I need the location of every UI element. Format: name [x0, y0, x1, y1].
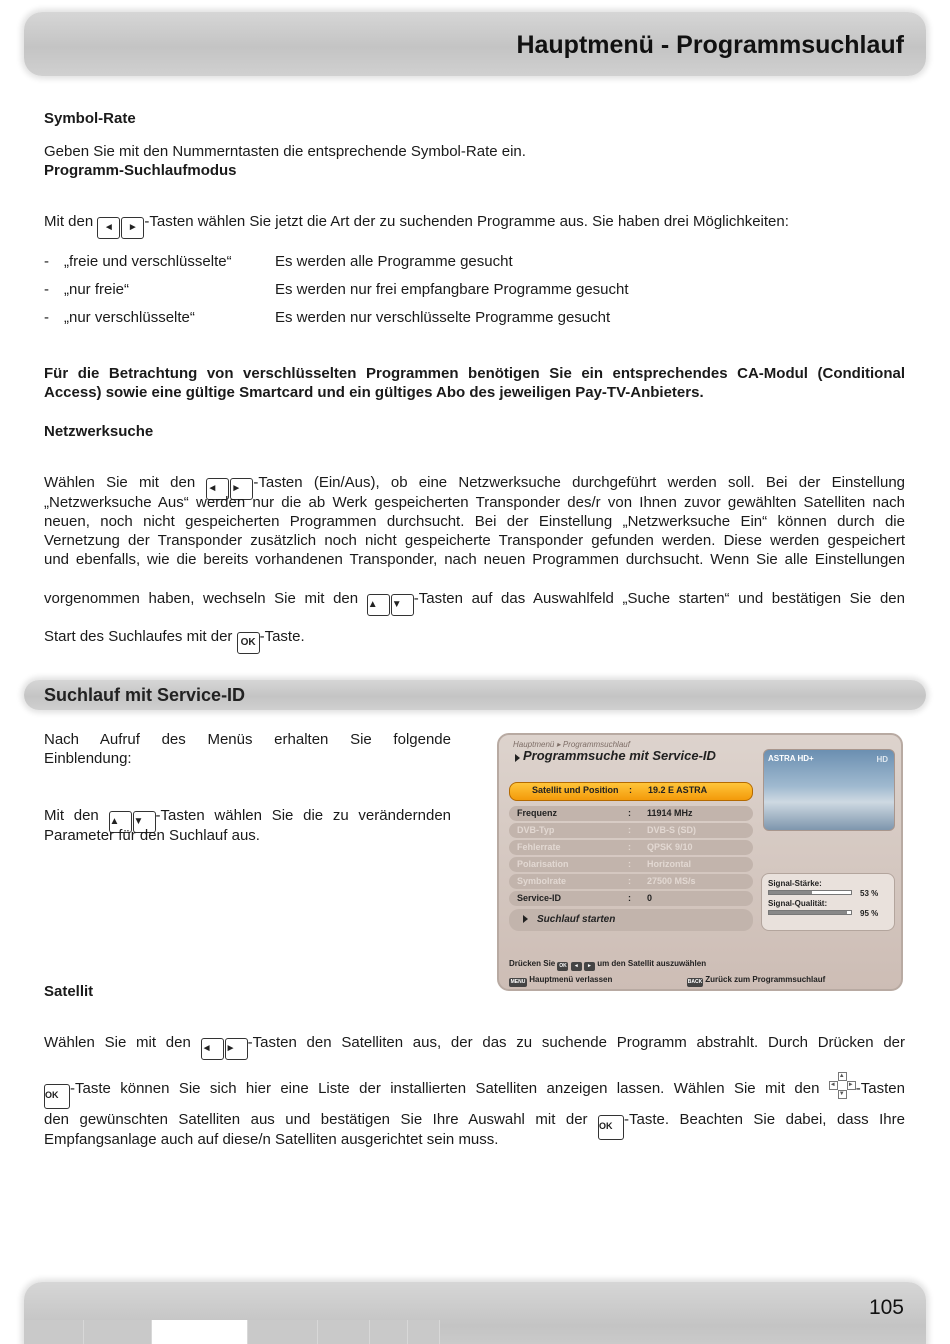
signal-strength-fill [769, 891, 812, 894]
satellite-line: den gewünschten Satelliten aus und bestätigen Sie Ihre Auswahl mit der OK -Taste. Beachten Sie dabei, dass Ihre [44, 1110, 905, 1140]
left-key-icon: ◄ [571, 962, 582, 971]
option-label: „freie und verschlüsselte“ [64, 253, 232, 270]
left-key-icon: ◄ [206, 478, 229, 500]
right-key-icon: ► [230, 478, 253, 500]
menu-key-icon: MENU [510, 979, 526, 985]
signal-quality-bar [768, 910, 852, 915]
ok-key-icon: OK [237, 632, 260, 654]
ok-key-icon: OK [44, 1084, 70, 1109]
signal-strength-label: Signal-Stärke: [768, 879, 822, 888]
satellite-line: OK -Taste können Sie sich hier eine Liste der installierten Satelliten anzeigen lassen. Wählen Sie mit den ▲ ◄ ► ▼ -Tasten [44, 1072, 905, 1109]
network-line: vorgenommen haben, wechseln Sie mit den ▲ ▼ -Tasten auf das Auswahlfeld „Suche starten“ und bestätigen Sie den [44, 589, 905, 616]
left-right-keys [97, 217, 144, 239]
satellite-line: Empfangsanlage auch auf diese/n Satelliten ausgerichtet sein muss. [44, 1131, 499, 1148]
footer-tab [24, 1320, 84, 1344]
tv-menu-screenshot [497, 733, 903, 991]
tv-row-dvb-type: DVB-Typ : DVB-S (SD) [509, 823, 753, 838]
right-key-icon: ► [584, 962, 595, 971]
preview-channel-name: ASTRA HD+ [768, 754, 814, 763]
back-key-icon: BACK [687, 979, 703, 985]
ok-key-icon: OK [559, 963, 567, 969]
signal-quality-value: 95 % [860, 909, 879, 918]
page-number: 105 [868, 1296, 904, 1319]
up-key-icon: ▲ [367, 594, 390, 616]
footer-tab [248, 1320, 318, 1344]
tv-title: Programmsuche mit Service-ID [523, 748, 716, 763]
dpad-icon: ▲ ◄ ► ▼ [829, 1072, 856, 1099]
footer-tab [408, 1320, 440, 1344]
option-desc: Es werden nur frei empfangbare Programme gesucht [275, 281, 629, 298]
option-desc: Es werden nur verschlüsselte Programme gesucht [275, 309, 611, 326]
search-mode-heading: Programm-Suchlaufmodus [44, 162, 237, 179]
signal-strength-bar [768, 890, 852, 895]
option-label: „nur freie“ [64, 281, 130, 298]
tv-row-error-rate: Fehlerrate : QPSK 9/10 [509, 840, 753, 855]
channel-preview [763, 749, 895, 831]
symbol-rate-text: Geben Sie mit den Nummerntasten die entsprechende Symbol-Rate ein. [44, 143, 526, 160]
network-line: „Netzwerksuche Aus“ werden nur die ab Werk gespeicherten Transponder des/r von Ihnen zuvor gewählten Satelliten nach [44, 494, 905, 511]
signal-quality-label: Signal-Qualität: [768, 899, 828, 908]
header-bar [24, 12, 926, 76]
up-key-icon: ▲ [109, 811, 132, 833]
footer-tabs [24, 1320, 440, 1344]
network-heading: Netzwerksuche [44, 423, 154, 440]
signal-quality-fill [769, 911, 847, 914]
right-key-icon: ► [225, 1038, 248, 1060]
search-mode-option: - „nur freie“ Es werden nur frei empfangbare Programme gesucht [44, 281, 629, 298]
satellite-line: Wählen Sie mit den ◄ ► -Tasten den Satelliten aus, der das zu suchende Programm abstrahlt. Durch Drücken der [44, 1033, 905, 1060]
page-title: Hauptmenü - Programmsuchlauf [516, 31, 904, 59]
network-line: und ebenfalls, wie die bereits vorhandenen Transponder, nach neuen Programmen durchsucht. Wenn Sie alle Einstellungen [44, 551, 905, 568]
left-right-keys [201, 1038, 248, 1060]
signal-strength-value: 53 % [860, 889, 879, 898]
down-key-icon: ▼ [391, 594, 414, 616]
footer-tab [318, 1320, 370, 1344]
up-down-keys [367, 594, 414, 616]
down-key-icon: ▼ [133, 811, 156, 833]
section-title: Suchlauf mit Service-ID [44, 685, 246, 705]
tv-row-frequency: Frequenz : 11914 MHz [509, 806, 753, 821]
ca-module-note: Für die Betrachtung von verschlüsselten Programmen benötigen Sie ein entsprechendes CA-Modul (Conditional Access) sowie eine gültige Smartcard und ein gültiges Abo des jeweiligen Pay-TV-Anbieters. [44, 365, 905, 401]
service-keys-line: Mit den ▲ ▼ -Tasten wählen Sie die zu verändernden [44, 806, 451, 833]
tv-row-polarisation: Polarisation : Horizontal [509, 857, 753, 872]
network-line: Vernetzung der Transponder zusätzlich noch nicht gespeicherte Transponder gefunden werden. Diese werden gespeichert [44, 532, 905, 549]
tv-exit-hint: MENU Hauptmenü verlassen [510, 975, 613, 985]
tv-row-satellite: Satellit und Position : 19.2 E ASTRA [509, 782, 753, 801]
tv-back-hint: BACK Zurück zum Programmsuchlauf [687, 975, 826, 985]
service-keys-line-cont: Parameter für den Suchlauf aus. [44, 827, 260, 844]
option-label: „nur verschlüsselte“ [64, 309, 195, 326]
right-key-icon: ► [121, 217, 144, 239]
service-intro: Nach Aufruf des Menüs erhalten Sie folgende [44, 731, 451, 748]
tv-start-search: Suchlauf starten [509, 909, 753, 931]
network-line: Start des Suchlaufes mit der OK -Taste. [44, 627, 305, 654]
footer-tab [370, 1320, 408, 1344]
tv-breadcrumb: Hauptmenü ▸ Programmsuchlauf [513, 740, 630, 749]
hd-badge: HD [876, 755, 888, 764]
service-intro-cont: Einblendung: [44, 750, 132, 767]
ok-key-icon: OK [598, 1115, 624, 1140]
section-bar [24, 680, 926, 710]
satellite-heading: Satellit [44, 983, 94, 1000]
start-arrow-icon [523, 915, 528, 923]
signal-panel [761, 873, 895, 931]
footer-tab [152, 1320, 248, 1344]
title-arrow-icon [515, 754, 520, 762]
tv-help-line: Drücken Sie OK ◄ ► um den Satellit auszuwählen [509, 959, 707, 969]
tv-row-symbolrate: Symbolrate : 27500 MS/s [509, 874, 753, 889]
search-mode-intro: Mit den ◄ ► -Tasten wählen Sie jetzt die Art der zu suchenden Programme aus. Sie haben drei Möglichkeiten: [44, 212, 789, 239]
search-mode-option: - „nur verschlüsselte“ Es werden nur verschlüsselte Programme gesucht [44, 309, 611, 326]
left-key-icon: ◄ [97, 217, 120, 239]
network-line: Wählen Sie mit den ◄ ► -Tasten (Ein/Aus), ob eine Netzwerksuche durchgeführt werden soll. Bei der Einstellung [44, 473, 905, 500]
tv-row-service-id: Service-ID : 0 [509, 891, 753, 906]
symbol-rate-heading: Symbol-Rate [44, 110, 136, 127]
option-desc: Es werden alle Programme gesucht [275, 253, 513, 270]
search-mode-option: - „freie und verschlüsselte“ Es werden alle Programme gesucht [44, 253, 513, 270]
left-key-icon: ◄ [201, 1038, 224, 1060]
footer-tab [84, 1320, 152, 1344]
network-line: neuen, noch nicht gespeicherten Programmen durchsucht. Bei der Einstellung „Netzwerksuche Ein“ können durch die [44, 513, 905, 530]
